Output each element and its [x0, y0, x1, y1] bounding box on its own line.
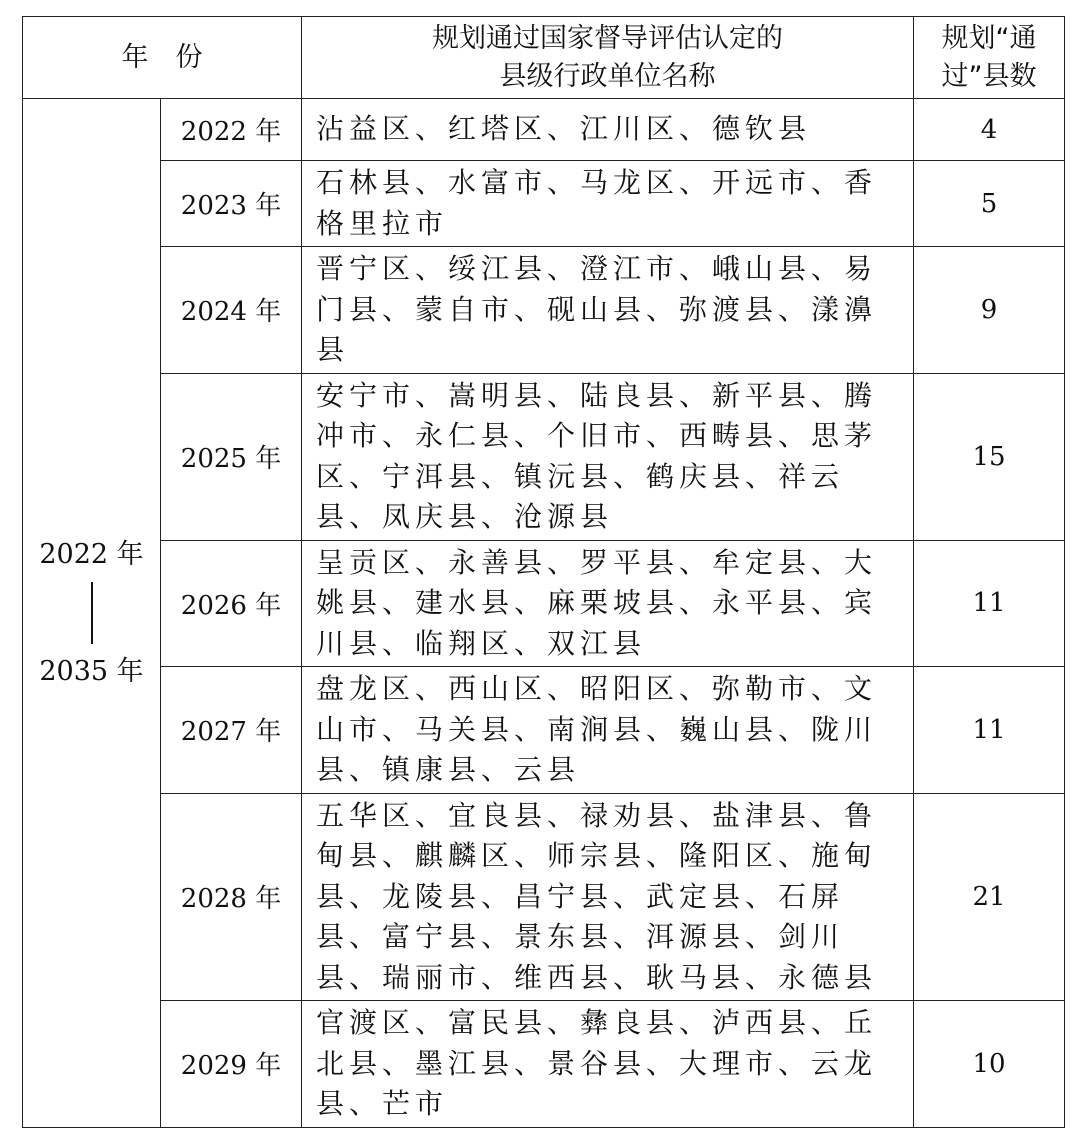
names-cell: 安宁市、嵩明县、陆良县、新平县、腾冲市、永仁县、个旧市、西畴县、思茅区、宁洱县、镇沅县、鹤庆县、祥云县、凤庆县、沧源县 — [302, 373, 914, 540]
year-range-cell — [23, 99, 161, 1128]
count-cell: 10 — [914, 1001, 1065, 1128]
plan-table — [22, 16, 1065, 1128]
year-cell: 2025 年 — [161, 373, 302, 540]
table-row — [23, 161, 1065, 247]
names-cell: 石林县、水富市、马龙区、开远市、香格里拉市 — [302, 161, 914, 247]
count-cell: 5 — [914, 161, 1065, 247]
year-cell: 2024 年 — [161, 247, 302, 374]
range-dash — [91, 582, 93, 644]
range-end: 2035 年 — [39, 655, 144, 687]
header-count-line2: 过”县数 — [941, 60, 1037, 92]
header-count-line1: 规划“通 — [941, 22, 1037, 54]
table-row — [23, 373, 1065, 540]
year-cell: 2027 年 — [161, 667, 302, 794]
year-cell: 2028 年 — [161, 793, 302, 1001]
table-row — [23, 1001, 1065, 1128]
table-row — [23, 247, 1065, 374]
names-cell: 晋宁区、绥江县、澄江市、峨山县、易门县、蒙自市、砚山县、弥渡县、漾濞县 — [302, 247, 914, 374]
count-cell: 11 — [914, 540, 1065, 667]
header-count — [914, 17, 1065, 99]
header-names-line2: 县级行政单位名称 — [499, 60, 716, 92]
year-cell: 2026 年 — [161, 540, 302, 667]
header-names — [302, 17, 914, 99]
table-row — [23, 99, 1065, 161]
header-year: 年 份 — [23, 17, 302, 99]
names-cell: 五华区、宜良县、禄劝县、盐津县、鲁甸县、麒麟区、师宗县、隆阳区、施甸县、龙陵县、昌宁县、武定县、石屏县、富宁县、景东县、洱源县、剑川县、瑞丽市、维西县、耿马县、永德县 — [302, 793, 914, 1001]
count-cell: 11 — [914, 667, 1065, 794]
range-start: 2022 年 — [39, 538, 144, 570]
names-cell: 官渡区、富民县、彝良县、泸西县、丘北县、墨江县、景谷县、大理市、云龙县、芒市 — [302, 1001, 914, 1128]
names-cell: 沾益区、红塔区、江川区、德钦县 — [302, 99, 914, 161]
header-names-line1: 规划通过国家督导评估认定的 — [432, 22, 783, 54]
table-row — [23, 667, 1065, 794]
count-cell: 9 — [914, 247, 1065, 374]
names-cell: 盘龙区、西山区、昭阳区、弥勒市、文山市、马关县、南涧县、巍山县、陇川县、镇康县、云县 — [302, 667, 914, 794]
year-cell: 2022 年 — [161, 99, 302, 161]
names-cell: 呈贡区、永善县、罗平县、牟定县、大姚县、建水县、麻栗坡县、永平县、宾川县、临翔区、双江县 — [302, 540, 914, 667]
year-cell: 2023 年 — [161, 161, 302, 247]
table-row — [23, 540, 1065, 667]
header-row — [23, 17, 1065, 99]
year-cell: 2029 年 — [161, 1001, 302, 1128]
count-cell: 4 — [914, 99, 1065, 161]
table-row — [23, 793, 1065, 1001]
count-cell: 15 — [914, 373, 1065, 540]
count-cell: 21 — [914, 793, 1065, 1001]
